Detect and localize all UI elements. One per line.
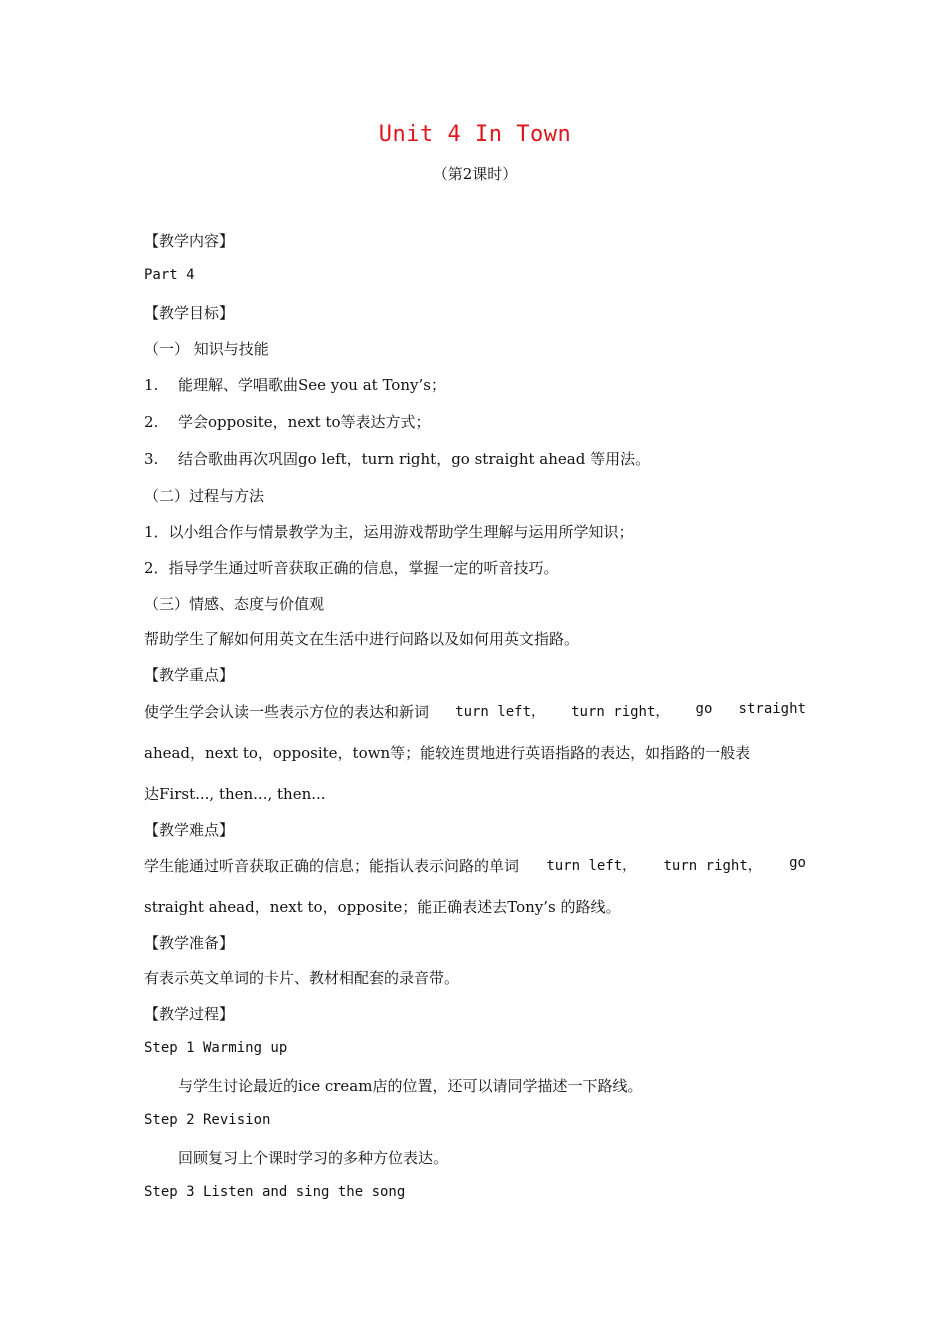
key-point-line-3: 达First..., then..., then...	[144, 785, 326, 803]
heading-difficulties: 【教学难点】	[144, 821, 235, 839]
heading-process: 【教学过程】	[144, 1005, 235, 1023]
heading-goals: 【教学目标】	[144, 304, 235, 322]
preparation-text: 有表示英文单词的卡片、教材相配套的录音带。	[144, 969, 460, 987]
heading-preparation: 【教学准备】	[144, 934, 235, 952]
step-3-title: Step 3 Listen and sing the song	[144, 1184, 406, 1200]
key-point-line-2: ahead，next to，opposite，town等；能较连贯地进行英语指路的表达，如指路的一般表	[144, 744, 751, 762]
section-knowledge-skills: （一） 知识与技能	[144, 340, 269, 358]
goal-item-2	[144, 411, 431, 432]
key-point-line-1	[144, 701, 806, 722]
goal-text: 结合歌曲再次巩固go left，turn right，go straight ahead 等用法。	[178, 450, 651, 468]
method-item-2: 2．指导学生通过听音获取正确的信息，掌握一定的听音技巧。	[144, 559, 559, 577]
key-text: 使学生学会认读一些表示方位的表达和新词	[144, 703, 430, 721]
key-text: go	[695, 701, 713, 717]
section-process-methods: （二）过程与方法	[144, 487, 265, 505]
goal-item-1	[144, 374, 446, 395]
step-1-title: Step 1 Warming up	[144, 1040, 288, 1056]
step-2-text: 回顾复习上个课时学习的多种方位表达。	[178, 1149, 449, 1167]
part-label: Part 4	[144, 267, 195, 283]
emotion-text: 帮助学生了解如何用英文在生活中进行问路以及如何用英文指路。	[144, 630, 580, 648]
goal-text: 能理解、学唱歌曲See you at Tony’s；	[178, 376, 446, 394]
key-text: straight	[738, 701, 806, 717]
goal-number: 2.	[144, 413, 159, 431]
difficulty-text: 学生能通过听音获取正确的信息；能指认表示问路的单词	[144, 857, 520, 875]
difficulty-text: turn right，	[663, 858, 762, 874]
difficulty-text: turn left，	[546, 858, 637, 874]
difficulty-line-1	[144, 855, 806, 876]
goal-text: 学会opposite，next to等表达方式；	[178, 413, 431, 431]
step-1-text: 与学生讨论最近的ice cream店的位置，还可以请同学描述一下路线。	[178, 1077, 643, 1095]
goal-number: 3.	[144, 450, 159, 468]
difficulty-line-2: straight ahead，next to，opposite；能正确表述去Tony’s 的路线。	[144, 898, 621, 916]
goal-item-3	[144, 448, 650, 469]
document-title: Unit 4 In Town	[378, 122, 572, 147]
heading-content: 【教学内容】	[144, 232, 235, 250]
heading-key-points: 【教学重点】	[144, 666, 235, 684]
step-2-title: Step 2 Revision	[144, 1112, 271, 1128]
key-text: turn right，	[571, 704, 670, 720]
lesson-period: （第2课时）	[432, 165, 518, 183]
method-item-1: 1．以小组合作与情景教学为主，运用游戏帮助学生理解与运用所学知识；	[144, 523, 634, 541]
key-text: turn left，	[455, 704, 545, 720]
section-emotion-values: （三）情感、态度与价值观	[144, 595, 325, 613]
goal-number: 1.	[144, 376, 159, 394]
difficulty-text: go	[789, 855, 806, 871]
